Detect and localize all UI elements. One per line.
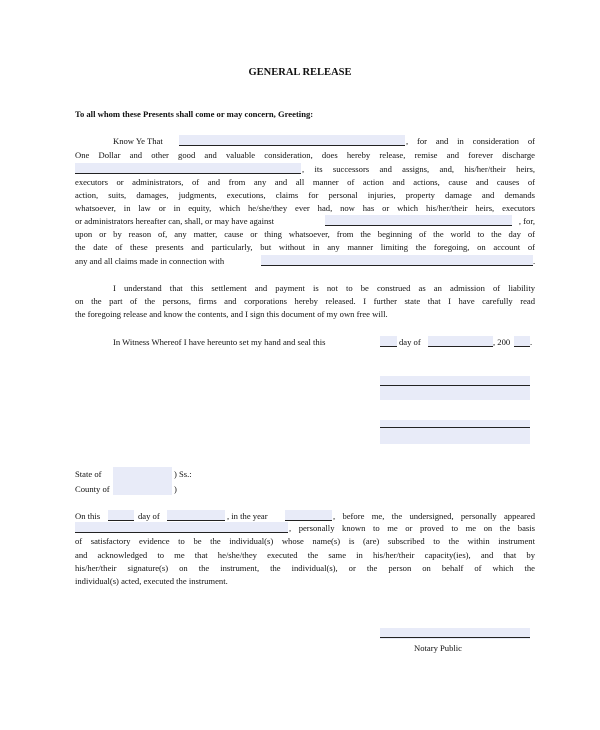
- notary-public-label: Notary Public: [414, 643, 462, 653]
- p2-line-1: I understand that this settlement and payment is not to be construed as an admission of liability: [113, 283, 535, 293]
- county-field[interactable]: [113, 481, 172, 495]
- p1-line-7: or administrators hereafter can, shall, or may have against: [75, 216, 275, 226]
- signature-line-2: [380, 427, 530, 428]
- p2-line-3: the foregoing release and know the contents, and I sign this document of my own free will.: [75, 309, 388, 319]
- p1-line-3: , its successors and assigns, and, his/her/their heirs,: [302, 164, 535, 174]
- p1-line-10: any and all claims made in connection with: [75, 256, 225, 266]
- appeared-name-field[interactable]: [75, 522, 288, 533]
- witness-day-field[interactable]: [380, 336, 397, 347]
- greeting: To all whom these Presents shall come or may concern, Greeting:: [75, 109, 314, 119]
- witness-month-field[interactable]: [428, 336, 493, 347]
- notary-signature-line: [380, 637, 530, 638]
- ack-line-1-end: , before me, the undersigned, personally appeared: [333, 511, 535, 521]
- against-party-field[interactable]: [325, 215, 512, 226]
- ack-line-6: individual(s) acted, executed the instrument.: [75, 576, 228, 586]
- consideration-text: , for and in consideration of: [406, 136, 535, 146]
- ack-year-field[interactable]: [285, 510, 332, 521]
- ack-line-2: , personally known to me or proved to me on the basis: [289, 523, 535, 533]
- p1-line-2: One Dollar and other good and valuable consideration, does hereby release, remise and forever discharge: [75, 150, 535, 160]
- county-paren: ): [174, 484, 177, 494]
- witness-period: .: [530, 337, 533, 347]
- state-field[interactable]: [113, 467, 172, 481]
- signature-line-1: [380, 385, 530, 386]
- day-of-text: day of: [399, 337, 421, 347]
- know-ye-that: Know Ye That: [113, 136, 163, 146]
- p1-line-4: executors or administrators, of and from any and all manner of action and actions, cause and causes of: [75, 177, 535, 187]
- ack-day-of-text: day of: [138, 511, 160, 521]
- claims-connection-field[interactable]: [261, 255, 536, 266]
- ack-day-field[interactable]: [108, 510, 134, 521]
- signature-field-2[interactable]: [380, 420, 530, 444]
- year-prefix: , 200: [493, 337, 511, 347]
- in-the-year-text: , in the year: [227, 511, 268, 521]
- p1-line-6: whatsoever, in law or in equity, which he/she/they ever had, now has or which his/her/their heirs, executors: [75, 203, 535, 213]
- ack-month-field[interactable]: [167, 510, 225, 521]
- for-text: , for,: [518, 216, 535, 226]
- p1-line-5: action, suits, damages, judgments, executions, claims for personal injuries, property damage and demands: [75, 190, 535, 200]
- witness-text: In Witness Whereof I have hereunto set my hand and seal this: [113, 337, 326, 347]
- releasee-name-field[interactable]: [75, 163, 301, 174]
- p2-line-2: on the part of the persons, firms and corporations hereby released. I further state that I have carefully read: [75, 296, 535, 306]
- p1-line-9: the date of these presents and particularly, but without in any manner limiting the foregoing, on account of: [75, 242, 535, 252]
- ss-text: ) Ss.:: [174, 469, 192, 479]
- p1-line-8: upon or by reason of, any matter, cause or thing whatsoever, from the beginning of the world to the day of: [75, 229, 535, 239]
- witness-year-field[interactable]: [514, 336, 533, 347]
- state-label: State of: [75, 469, 102, 479]
- county-label: County of: [75, 484, 110, 494]
- ack-line-3: of satisfactory evidence to be the individual(s) whose name(s) is (are) subscribed to the within instrument: [75, 536, 535, 546]
- ack-line-4: and acknowledged to me that he/she/they executed the same in his/her/their capacity(ies), and that by: [75, 550, 535, 560]
- releasor-name-field[interactable]: [179, 135, 405, 146]
- ack-line-5: his/her/their signature(s) on the instrument, the individual(s), or the person on behalf of which the: [75, 563, 535, 573]
- on-this-text: On this: [75, 511, 101, 521]
- p1-period: .: [533, 256, 536, 266]
- document-title: GENERAL RELEASE: [248, 67, 352, 78]
- signature-field-1[interactable]: [380, 376, 530, 400]
